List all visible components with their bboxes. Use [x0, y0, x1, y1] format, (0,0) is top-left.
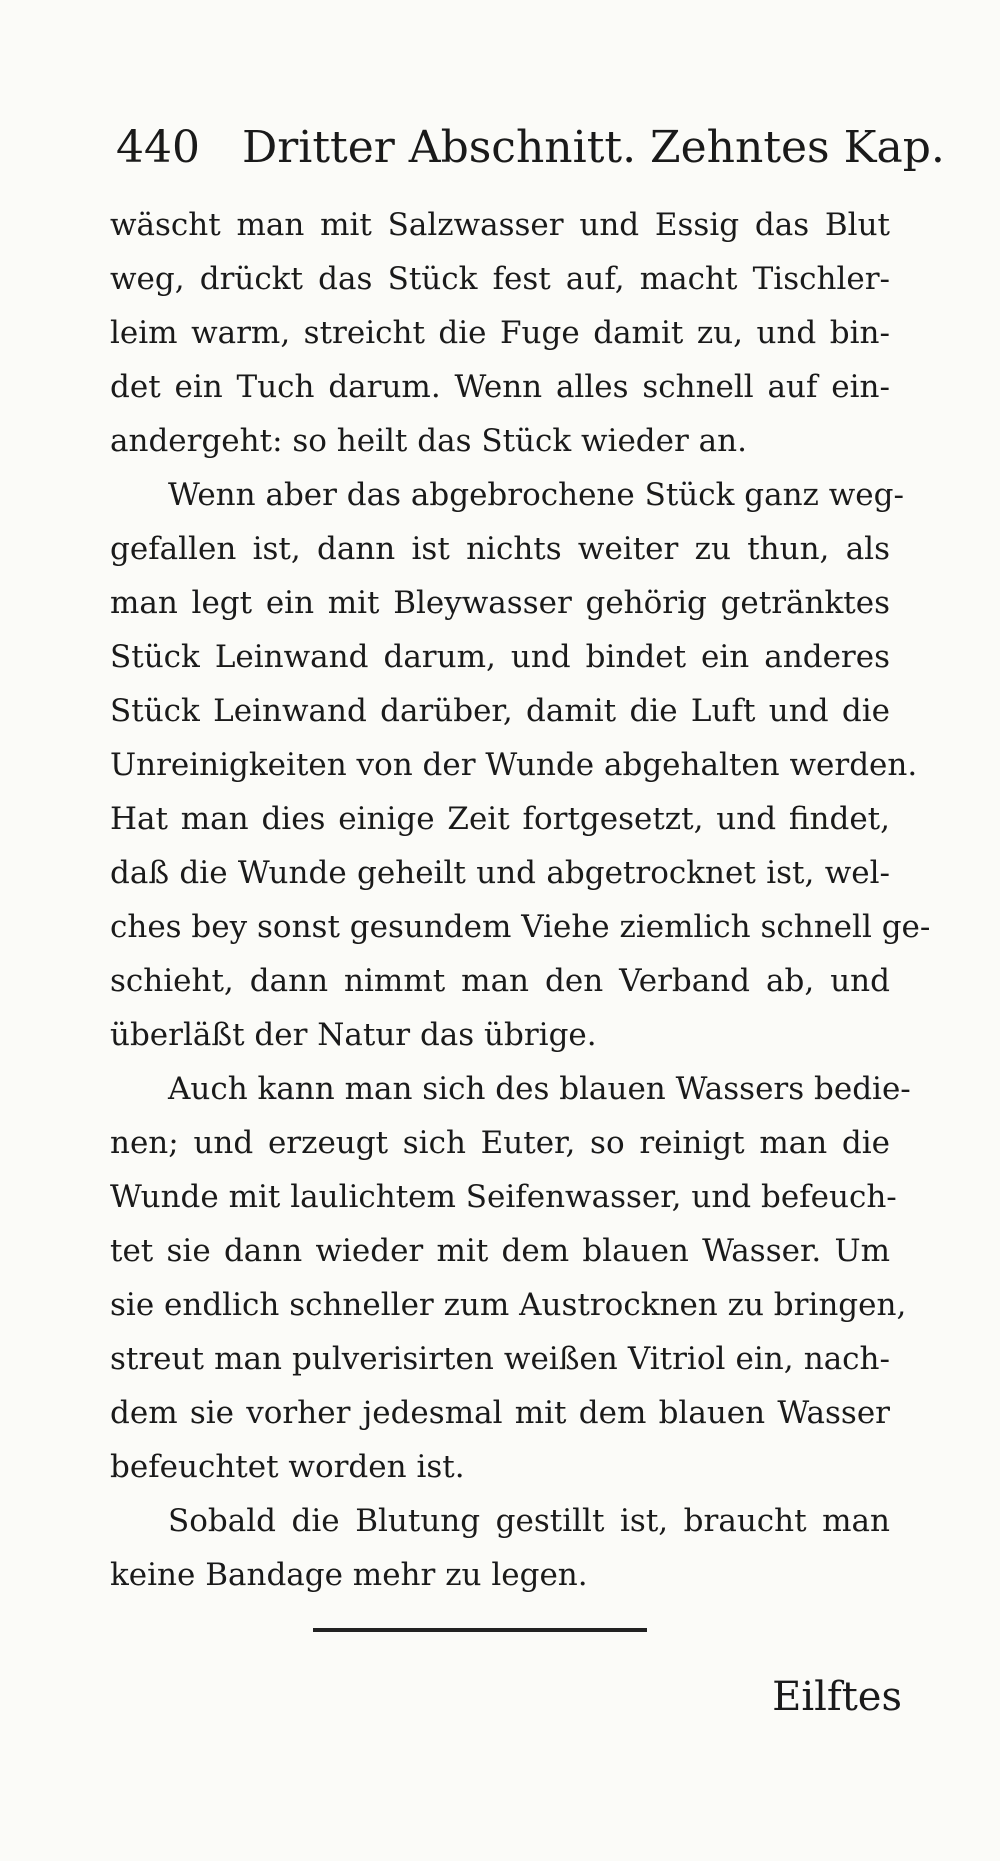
text-line: Wunde mit laulichtem Seifenwasser, und befeuch-: [110, 1179, 897, 1215]
text-line: Unreinigkeiten von der Wunde abgehalten werden.: [110, 747, 918, 783]
text-line: befeuchtet worden ist.: [110, 1449, 465, 1485]
text-line: Auch kann man sich des blauen Wassers bedie-: [168, 1071, 911, 1107]
text-line: weg, drückt das Stück fest auf, macht Tischler-: [110, 261, 890, 297]
text-line: keine Bandage mehr zu legen.: [110, 1557, 588, 1593]
running-title: Dritter Abschnitt. Zehntes Kap.: [241, 122, 945, 173]
text-line: tet sie dann wieder mit dem blauen Wasser. Um: [110, 1233, 890, 1269]
text-line: leim warm, streicht die Fuge damit zu, und bin-: [110, 315, 890, 351]
text-line: andergeht: so heilt das Stück wieder an.: [110, 423, 747, 459]
text-line: sie endlich schneller zum Austrocknen zu bringen,: [110, 1287, 907, 1323]
text-line: dem sie vorher jedesmal mit dem blauen Wasser: [110, 1395, 890, 1431]
text-line: daß die Wunde geheilt und abgetrocknet ist, wel-: [110, 855, 890, 891]
text-line: überläßt der Natur das übrige.: [110, 1017, 597, 1053]
paragraph: [110, 1062, 911, 1494]
text-line: man legt ein mit Bleywasser gehörig getränktes: [110, 585, 890, 621]
text-line: Stück Leinwand darum, und bindet ein anderes: [110, 639, 890, 675]
running-header: [116, 118, 945, 178]
paragraph: [110, 468, 931, 1062]
text-line: Stück Leinwand darüber, damit die Luft und die: [110, 693, 890, 729]
page-number: 440: [116, 122, 200, 173]
text-line: streut man pulverisirten weißen Vitriol ein, nach-: [110, 1341, 890, 1377]
paragraph: [110, 198, 890, 468]
text-line: Hat man dies einige Zeit fortgesetzt, und findet,: [110, 801, 890, 837]
end-rule: [313, 1628, 647, 1632]
text-line: nen; und erzeugt sich Euter, so reinigt man die: [110, 1125, 890, 1161]
paragraph: [110, 1494, 890, 1602]
text-line: ches bey sonst gesundem Viehe ziemlich schnell ge-: [110, 909, 931, 945]
text-line: det ein Tuch darum. Wenn alles schnell auf ein-: [110, 369, 890, 405]
text-line: Sobald die Blutung gestillt ist, braucht man: [168, 1503, 890, 1539]
text-line: schieht, dann nimmt man den Verband ab, und: [110, 963, 890, 999]
text-line: wäscht man mit Salzwasser und Essig das Blut: [110, 207, 890, 243]
text-line: gefallen ist, dann ist nichts weiter zu thun, als: [110, 531, 890, 567]
catchword: Eilftes: [772, 1674, 902, 1720]
text-line: Wenn aber das abgebrochene Stück ganz weg-: [168, 477, 904, 513]
body-text: [110, 198, 931, 1602]
